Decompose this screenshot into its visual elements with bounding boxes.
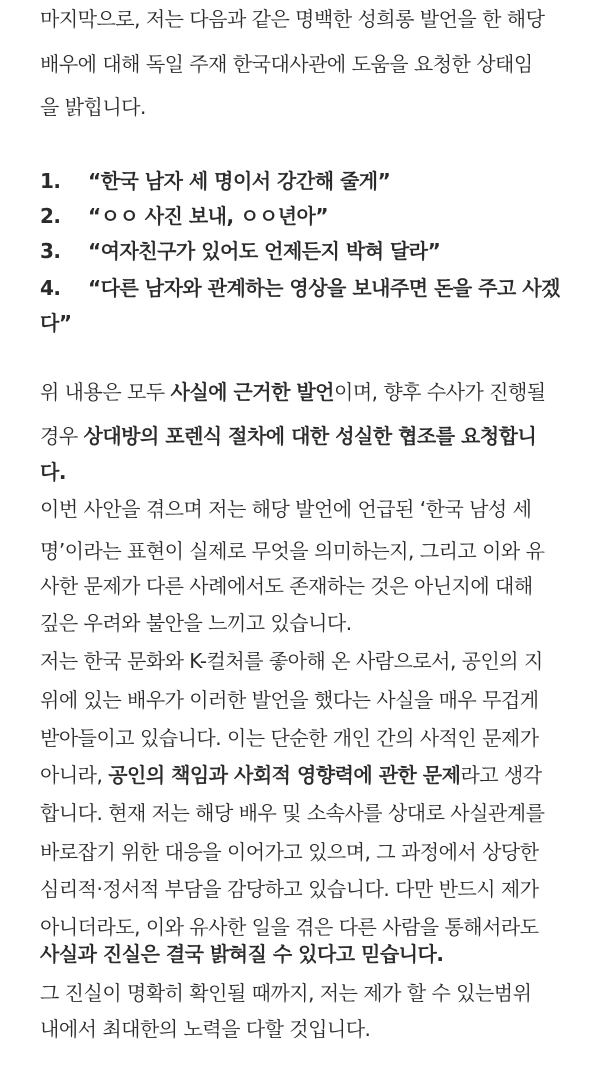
statement-number: 1.: [40, 169, 61, 193]
statement-4-continuation: 다”: [40, 311, 72, 335]
p2-line-3: 다.: [40, 460, 66, 484]
p4-line-4: 아니라, 공인의 책임과 사회적 영향력에 관한 문제라고 생각: [40, 763, 542, 787]
emphasis-factual: 사실에 근거한 발언: [170, 380, 334, 404]
intro-line-3: 을 밝힙니다.: [40, 95, 146, 119]
emphasis-forensic-request: 상대방의 포렌식 절차에 대한 성실한 협조를 요청합니: [83, 424, 537, 448]
p5-line-1: 그 진실이 명확히 확인될 때까지, 저는 제가 할 수 있는범위: [40, 981, 532, 1005]
intro-line-2: 배우에 대해 독일 주재 한국대사관에 도움을 요청한 상태임: [40, 52, 533, 76]
statement-text: “ㅇㅇ 사진 보내, ㅇㅇ년아”: [88, 204, 328, 228]
statement-text: “다른 남자와 관계하는 영상을 보내주면 돈을 주고 사겠: [88, 276, 560, 300]
emphasis-public-responsibility: 공인의 책임과 사회적 영향력에 관한 문제: [108, 763, 461, 787]
statement-number: 2.: [40, 204, 61, 228]
intro-line-1: 마지막으로, 저는 다음과 같은 명백한 성희롱 발언을 한 해당: [40, 7, 545, 31]
statement-number: 3.: [40, 239, 61, 263]
p3-line-1: 이번 사안을 겪으며 저는 해당 발언에 언급된 ‘한국 남성 세: [40, 497, 532, 521]
p2-line-2: 경우 상대방의 포렌식 절차에 대한 성실한 협조를 요청합니: [40, 424, 537, 448]
statement-text: “여자친구가 있어도 언제든지 박혀 달라”: [88, 239, 441, 263]
p4-line-1: 저는 한국 문화와 K-컬처를 좋아해 온 사람으로서, 공인의 지: [40, 649, 543, 673]
p4-line-9: 사실과 진실은 결국 밝혀질 수 있다고 믿습니다.: [40, 942, 444, 966]
statement-text: “한국 남자 세 명이서 강간해 줄게”: [88, 169, 391, 193]
statement-number: 4.: [40, 276, 61, 300]
p3-line-2: 명’이라는 표현이 실제로 무엇을 의미하는지, 그리고 이와 유: [40, 539, 545, 563]
p4-line-2: 위에 있는 배우가 이러한 발언을 했다는 사실을 매우 무겁게: [40, 688, 539, 712]
p4-line-7: 심리적·정서적 부담을 감당하고 있습니다. 다만 반드시 제가: [40, 877, 539, 901]
p4-line-8: 아니더라도, 이와 유사한 일을 겪은 다른 사람을 통해서라도: [40, 915, 539, 939]
p4-line-3: 받아들이고 있습니다. 이는 단순한 개인 간의 사적인 문제가: [40, 726, 539, 750]
p3-line-4: 깊은 우려와 불안을 느끼고 있습니다.: [40, 611, 352, 635]
p2-line-1: 위 내용은 모두 사실에 근거한 발언이며, 향후 수사가 진행될: [40, 380, 546, 404]
p4-line-6: 바로잡기 위한 대응을 이어가고 있으며, 그 과정에서 상당한: [40, 840, 539, 864]
p3-line-3: 사한 문제가 다른 사례에서도 존재하는 것은 아닌지에 대해: [40, 574, 533, 598]
p4-line-5: 합니다. 현재 저는 해당 배우 및 소속사를 상대로 사실관계를: [40, 801, 545, 825]
p5-line-2: 내에서 최대한의 노력을 다할 것입니다.: [40, 1017, 371, 1041]
